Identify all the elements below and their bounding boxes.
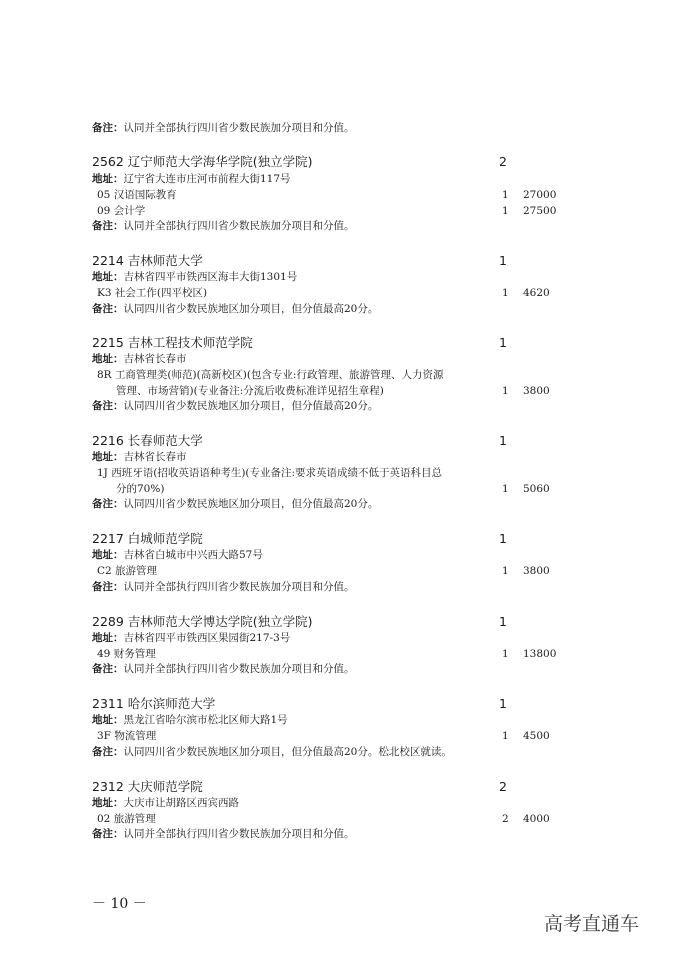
- school-plan-count: 1: [499, 614, 507, 629]
- major-fee: 5060: [523, 483, 550, 495]
- major-row: 02 旅游管理: [97, 813, 156, 825]
- major-fee: 13800: [523, 648, 557, 660]
- school-address: 地址：吉林省四平市铁西区海丰大街1301号: [92, 271, 298, 283]
- major-count: 1: [502, 483, 509, 495]
- school-note: 备注：认同并全部执行四川省少数民族加分项目和分值。: [92, 828, 355, 840]
- major-fee: 27000: [523, 189, 557, 201]
- major-count: 1: [502, 730, 509, 742]
- major-row: 09 会计学: [97, 205, 146, 217]
- major-count: 1: [502, 189, 509, 201]
- major-fee: 27500: [523, 205, 557, 217]
- school-note: 备注：认同四川省少数民族地区加分项目，但分值最高20分。: [92, 498, 379, 510]
- major-count: 1: [502, 565, 509, 577]
- school-note: 备注：认同并全部执行四川省少数民族加分项目和分值。: [92, 220, 355, 232]
- major-fee: 4500: [523, 730, 550, 742]
- top-note: 备注：认同并全部执行四川省少数民族加分项目和分值。: [92, 122, 355, 134]
- major-fee: 4000: [523, 813, 550, 825]
- school-plan-count: 1: [499, 335, 507, 350]
- major-fee: 3800: [523, 565, 550, 577]
- school-heading: 2312 大庆师范学院: [92, 779, 203, 794]
- school-plan-count: 1: [499, 696, 507, 711]
- major-count: 1: [502, 385, 509, 397]
- school-note: 备注：认同四川省少数民族地区加分项目，但分值最高20分。: [92, 303, 379, 315]
- school-address: 地址：黑龙江省哈尔滨市松北区师大路1号: [92, 714, 288, 726]
- school-plan-count: 2: [499, 154, 507, 169]
- major-fee: 3800: [523, 385, 550, 397]
- school-plan-count: 1: [499, 253, 507, 268]
- major-count: 1: [502, 287, 509, 299]
- school-heading: 2217 白城师范学院: [92, 531, 203, 546]
- watermark: 高考直通车: [544, 913, 640, 935]
- school-address: 地址：辽宁省大连市庄河市前程大街117号: [92, 173, 291, 185]
- school-heading: 2216 长春师范大学: [92, 433, 203, 448]
- major-row-continued: 管理、市场营销)(专业备注:分流后收费标准详见招生章程): [116, 385, 384, 397]
- school-plan-count: 1: [499, 433, 507, 448]
- major-row: K3 社会工作(四平校区): [97, 287, 208, 299]
- school-note: 备注：认同并全部执行四川省少数民族加分项目和分值。: [92, 581, 355, 593]
- school-heading: 2562 辽宁师范大学海华学院(独立学院): [92, 154, 313, 169]
- major-fee: 4620: [523, 287, 550, 299]
- major-count: 1: [502, 205, 509, 217]
- school-address: 地址：大庆市让胡路区西宾西路: [92, 797, 239, 809]
- school-note: 备注：认同四川省少数民族地区加分项目，但分值最高20分。松北校区就读。: [92, 746, 452, 758]
- school-heading: 2214 吉林师范大学: [92, 253, 203, 268]
- page-number: － 10 －: [92, 896, 147, 912]
- school-plan-count: 2: [499, 779, 507, 794]
- major-row: 49 财务管理: [97, 648, 156, 660]
- major-count: 1: [502, 648, 509, 660]
- school-address: 地址：吉林省四平市铁西区果园街217-3号: [92, 632, 291, 644]
- school-heading: 2289 吉林师范大学博达学院(独立学院): [92, 614, 313, 629]
- school-plan-count: 1: [499, 531, 507, 546]
- major-row: 05 汉语国际教育: [97, 189, 177, 201]
- major-row: 1J 西班牙语(招收英语语种考生)(专业备注:要求英语成绩不低于英语科目总: [97, 467, 443, 479]
- school-address: 地址：吉林省白城市中兴西大路57号: [92, 549, 263, 561]
- major-row: 3F 物流管理: [97, 730, 157, 742]
- major-row: 8R 工商管理类(师范)(高新校区)(包含专业:行政管理、旅游管理、人力资源: [97, 369, 444, 381]
- school-note: 备注：认同并全部执行四川省少数民族加分项目和分值。: [92, 663, 355, 675]
- major-count: 2: [502, 813, 509, 825]
- school-note: 备注：认同四川省少数民族地区加分项目，但分值最高20分。: [92, 400, 379, 412]
- school-address: 地址：吉林省长春市: [92, 353, 187, 365]
- major-row-continued: 分的70%): [116, 483, 165, 495]
- school-heading: 2215 吉林工程技术师范学院: [92, 335, 253, 350]
- school-address: 地址：吉林省长春市: [92, 451, 187, 463]
- major-row: C2 旅游管理: [97, 565, 158, 577]
- school-heading: 2311 哈尔滨师范大学: [92, 696, 216, 711]
